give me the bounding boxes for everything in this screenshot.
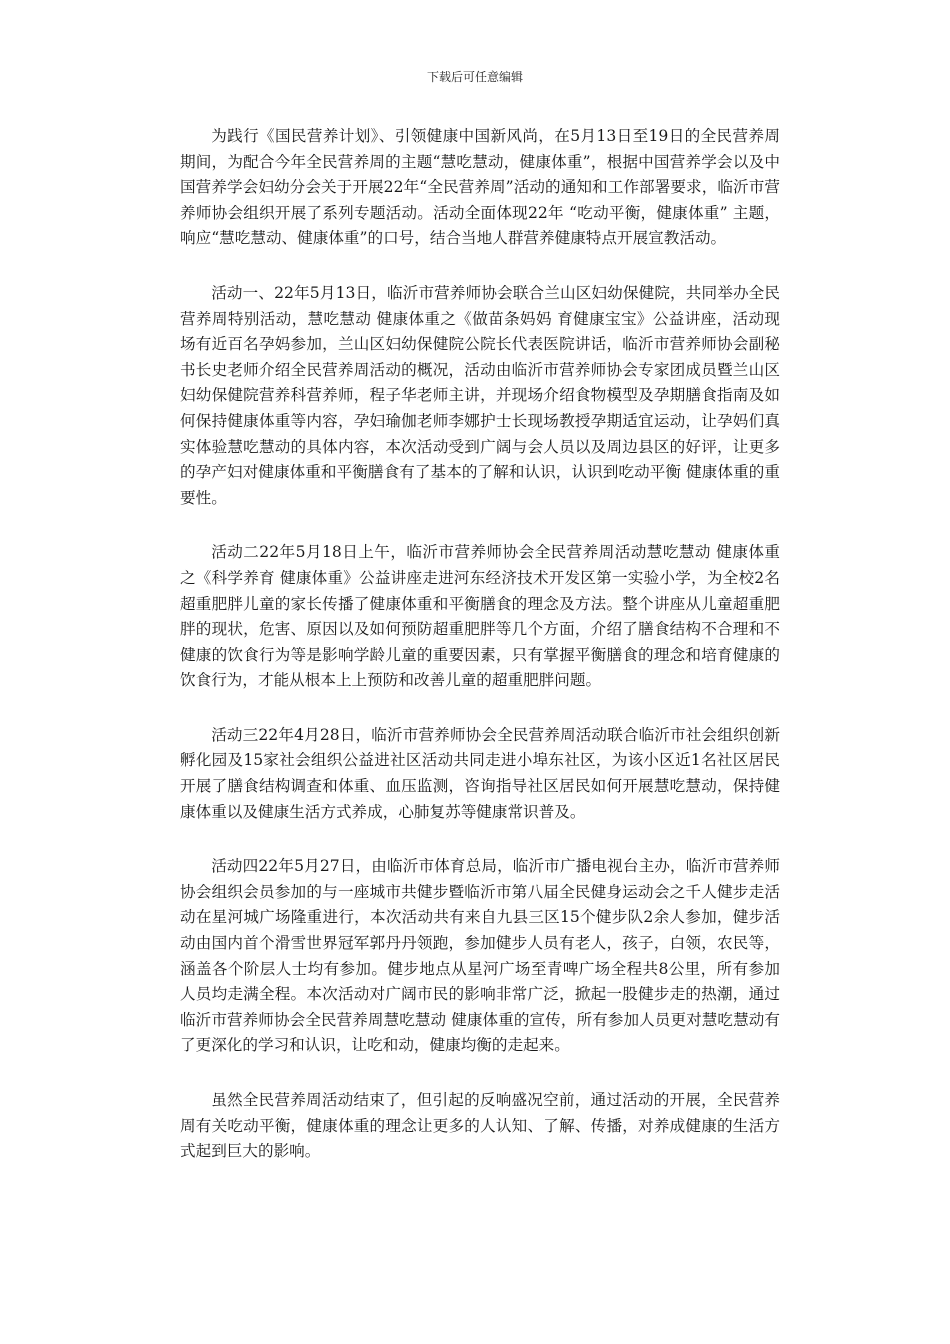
document-body <box>180 124 780 1194</box>
download-note: 下载后可任意编辑 <box>426 70 523 84</box>
paragraph-activity-4: 活动四22年5月27日，由临沂市体育总局，临沂市广播电视台主办，临沂市营养师协会组织会员参加的与一座城市共健步暨临沂市第八届全民健身运动会之千人健步走活动在星河城广场隆重进行，本次活动共有来自九县三区15个健步队2余人参加，健步活动由国内首个滑雪世界冠军郭丹丹领跑，参加健步人员有老人，孩子，白领，农民等，涵盖各个阶层人士均有参加。健步地点从星河广场至青啤广场全程共8公里，所有参加人员均走满全程。本次活动对广阔市民的影响非常广泛，掀起一股健步走的热潮，通过临沂市营养师协会全民营养周慧吃慧动 健康体重的宣传，所有参加人员更对慧吃慧动有了更深化的学习和认识，让吃和动，健康均衡的走起来。 <box>180 857 780 1055</box>
paragraph-activity-3: 活动三22年4月28日，临沂市营养师协会全民营养周活动联合临沂市社会组织创新孵化园及15家社会组织公益进社区活动共同走进小埠东社区，为该小区近1名社区居民开展了膳食结构调查和体重、血压监测，咨询指导社区居民如何开展慧吃慧动，保持健康体重以及健康生活方式养成，心肺复苏等健康常识普及。 <box>180 725 780 821</box>
paragraph-conclusion: 虽然全民营养周活动结束了，但引起的反响盛况空前，通过活动的开展，全民营养周有关吃动平衡，健康体重的理念让更多的人认知、了解、传播，对养成健康的生活方式起到巨大的影响。 <box>180 1091 780 1161</box>
paragraph-activity-1: 活动一、22年5月13日，临沂市营养师协会联合兰山区妇幼保健院，共同举办全民营养周特别活动，慧吃慧动 健康体重之《做苗条妈妈 育健康宝宝》公益讲座，活动现场有近百名孕妈参加，兰山区妇幼保健院公院长代表医院讲话，临沂市营养师协会副秘书长史老师介绍全民营养周活动的概况，活动由临沂市营养师协会专家团成员暨兰山区妇幼保健院营养科营养师，程子华老师主讲，并现场介绍食物模型及孕期膳食指南及如何保持健康体重等内容，孕妇瑜伽老师李娜护士长现场教授孕期适宜运动，让孕妈们真实体验慧吃慧动的具体内容，本次活动受到广阔与会人员以及周边县区的好评，让更多的孕产妇对健康体重和平衡膳食有了基本的了解和认识，认识到吃动平衡 健康体重的重要性。 <box>180 283 780 507</box>
paragraph-intro: 为践行《国民营养计划》、引领健康中国新风尚，在5月13日至19日的全民营养周期间，为配合今年全民营养周的主题“慧吃慧动，健康体重”，根据中国营养学会以及中国营养学会妇幼分会关于开展22年“全民营养周”活动的通知和工作部署要求，临沂市营养师协会组织开展了系列专题活动。活动全面体现22年 “吃动平衡，健康体重” 主题，响应“慧吃慧动、健康体重”的口号，结合当地人群营养健康特点开展宣教活动。 <box>180 127 780 248</box>
paragraph-activity-2: 活动二22年5月18日上午，临沂市营养师协会全民营养周活动慧吃慧动 健康体重之《科学养育 健康体重》公益讲座走进河东经济技术开发区第一实验小学，为全校2名超重肥胖儿童的家长传播了健康体重和平衡膳食的理念及方法。整个讲座从儿童超重肥胖的现状，危害、原因以及如何预防超重肥胖等几个方面，介绍了膳食结构不合理和不健康的饮食行为等是影响学龄儿童的重要因素，只有掌握平衡膳食的理念和培育健康的饮食行为，才能从根本上上预防和改善儿童的超重肥胖问题。 <box>180 543 780 690</box>
